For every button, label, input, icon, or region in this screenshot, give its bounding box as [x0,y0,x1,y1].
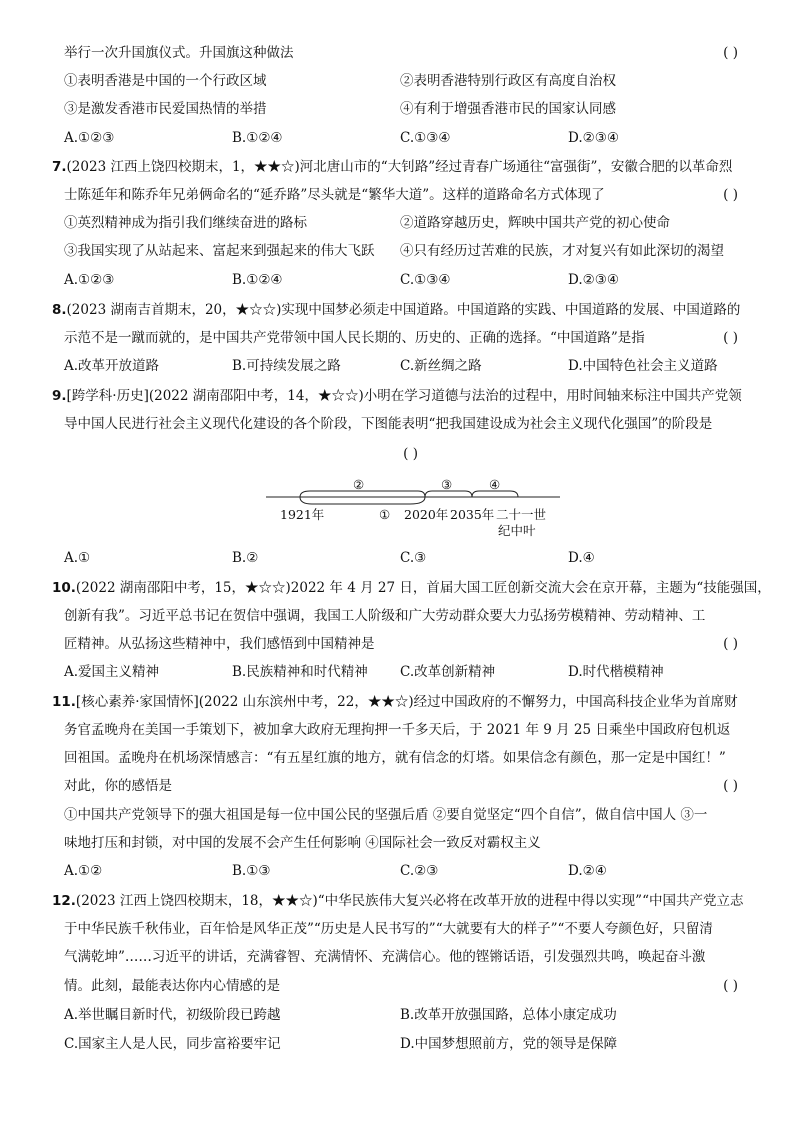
q6-statement-3: ③是激发香港市民爱国热情的举措 [64,101,267,117]
q10-option-b[interactable]: B.民族精神和时代精神 [232,664,368,680]
marker-3: ③ [441,477,453,492]
q10-stem-line-1 [52,578,771,598]
q8-option-c[interactable]: C.新丝绸之路 [400,358,482,374]
q6-option-b[interactable]: B.①②④ [232,130,283,146]
q10-option-d[interactable]: D.时代楷模精神 [568,664,664,680]
q10-stem-text-1: (2022 湖南邵阳中考，15，★☆☆)2022 年 4 月 27 日，首届大国工匠创新交流大会在京开幕，主题为“技能强国， [75,580,771,596]
q11-statements-line-2: 味地打压和封锁，对中国的发展不会产生任何影响 ④国际社会一致反对霸权主义 [64,835,541,851]
q11-stem-line-2: 务官孟晚舟在美国一手策划下，被加拿大政府无理拘押一千多天后，于 2021 年 9 月 25 日乘坐中国政府包机返 [64,722,731,738]
q11-option-c[interactable]: C.②③ [400,863,439,879]
year-1921: 1921年 [280,507,325,522]
q7-option-c[interactable]: C.①③④ [400,272,451,288]
q11-answer-paren: ( ) [723,778,738,794]
q6-stem-line-1: 举行一次升国旗仪式。升国旗这种做法 [64,45,294,61]
q7-option-b[interactable]: B.①②④ [232,272,283,288]
q9-option-a[interactable]: A.① [64,550,91,566]
marker-2: ② [353,477,365,492]
year-2035: 2035年 [450,507,495,522]
q9-stem-text-1: [跨学科·历史](2022 湖南邵阳中考，14，★☆☆)小明在学习道德与法治的过程中，用时间轴来标注中国共产党领 [66,388,742,404]
q7-stem-line-2: 士陈延年和陈乔年兄弟俩命名的“延乔路”尽头就是“繁华大道”。这样的道路命名方式体现了 [64,187,605,203]
q6-option-c[interactable]: C.①③④ [400,130,451,146]
q9-option-d[interactable]: D.④ [568,550,595,566]
q8-stem-line-1 [52,300,740,320]
q10-stem-line-2: 创新有我”。习近平总书记在贺信中强调，我国工人阶级和广大劳动群众要大力弘扬劳模精神、劳动精神、工 [64,608,706,624]
q12-stem-line-2: 于中华民族千秋伟业，百年恰是风华正茂”“历史是人民书写的”“大就要有大的样子”“不要人夸颜色好，只留清 [64,921,713,937]
q12-option-a[interactable]: A.举世瞩目新时代，初级阶段已跨越 [64,1007,281,1023]
q6-answer-paren: ( ) [723,45,738,61]
q7-statement-3: ③我国实现了从站起来、富起来到强起来的伟大飞跃 [64,243,375,259]
q12-stem-line-3: 气满乾坤”……习近平的讲话，充满睿智、充满情怀、充满信心。他的铿锵话语，引发强烈共鸣，唤起奋斗激 [64,949,706,965]
q9-answer-paren: ( ) [403,446,418,462]
q9-option-b[interactable]: B.② [232,550,259,566]
marker-4: ④ [489,477,501,492]
q11-stem-line-1 [52,692,738,712]
q12-option-b[interactable]: B.改革开放强国路，总体小康定成功 [400,1007,617,1023]
q6-statement-4: ④有利于增强香港市民的国家认同感 [400,101,616,117]
q6-option-a[interactable]: A.①②③ [64,130,115,146]
q7-statement-1: ①英烈精神成为指引我们继续奋进的路标 [64,215,307,231]
q7-stem-text-1: (2023 江西上饶四校期末，1，★★☆)河北唐山市的“大钊路”经过青春广场通往“富强街”，安徽合肥的以革命烈 [66,159,733,175]
q6-option-d[interactable]: D.②③④ [568,130,619,146]
q8-option-b[interactable]: B.可持续发展之路 [232,358,341,374]
q8-number: 8. [52,302,67,318]
q12-answer-paren: ( ) [723,978,738,994]
q12-stem-line-1 [52,891,744,911]
q10-answer-paren: ( ) [723,636,738,652]
q7-number: 7. [52,159,67,175]
q7-statement-4: ④只有经历过苦难的民族，才对复兴有如此深切的渴望 [400,243,724,259]
q6-statement-1: ①表明香港是中国的一个行政区域 [64,73,267,89]
q8-stem-line-2: 示范不是一蹴而就的，是中国共产党带领中国人民长期的、历史的、正确的选择。“中国道路”是指 [64,330,645,346]
q8-stem-text-1: (2023 湖南吉首期末，20，★☆☆)实现中国梦必须走中国道路。中国道路的实践、中国道路的发展、中国道路的 [66,302,741,318]
q11-number: 11. [52,694,76,710]
q10-option-c[interactable]: C.改革创新精神 [400,664,496,680]
q9-stem-line-1 [52,386,742,406]
q12-option-c[interactable]: C.国家主人是人民，同步富裕要牢记 [64,1036,281,1052]
q12-option-d[interactable]: D.中国梦想照前方，党的领导是保障 [400,1036,618,1052]
year-mid-century-line-1: 二十一世 [496,507,547,522]
year-2020: 2020年 [404,507,449,522]
year-mid-century-line-2: 纪中叶 [498,523,536,538]
q8-option-d[interactable]: D.中国特色社会主义道路 [568,358,718,374]
q12-stem-text-1: (2023 江西上饶四校期末，18，★★☆)“中华民族伟大复兴必将在改革开放的进程中得以实现”“中国共产党立志 [75,893,744,909]
q11-statements-line-1: ①中国共产党领导下的强大祖国是每一位中国公民的坚强后盾 ②要自觉坚定“四个自信”，做自信中国人 ③一 [64,807,708,823]
q10-stem-line-3: 匠精神。从弘扬这些精神中，我们感悟到中国精神是 [64,636,375,652]
q10-option-a[interactable]: A.爱国主义精神 [64,664,160,680]
marker-1: ① [379,507,391,522]
q11-option-a[interactable]: A.①② [64,863,103,879]
span-bracket-1 [300,497,425,504]
q7-stem-line-1 [52,157,732,177]
q11-stem-line-4: 对此，你的感悟是 [64,778,172,794]
q12-number: 12. [52,893,76,909]
q7-statement-2: ②道路穿越历史，辉映中国共产党的初心使命 [400,215,670,231]
q11-option-b[interactable]: B.①③ [232,863,271,879]
q7-option-a[interactable]: A.①②③ [64,272,115,288]
q10-number: 10. [52,580,76,596]
q11-stem-text-1: [核心素养·家国情怀](2022 山东滨州中考，22，★★☆)经过中国政府的不懈努力，中国高科技企业华为首席财 [75,694,738,710]
q9-option-c[interactable]: C.③ [400,550,427,566]
q8-option-a[interactable]: A.改革开放道路 [64,358,160,374]
q8-answer-paren: ( ) [723,330,738,346]
q7-answer-paren: ( ) [723,187,738,203]
q11-option-d[interactable]: D.②④ [568,863,607,879]
q9-number: 9. [52,388,67,404]
q11-stem-line-3: 回祖国。孟晚舟在机场深情感言：“有五星红旗的地方，就有信念的灯塔。如果信念有颜色，那一定是中国红！” [64,750,726,766]
q9-timeline-diagram [260,474,560,538]
q7-option-d[interactable]: D.②③④ [568,272,619,288]
q6-statement-2: ②表明香港特别行政区有高度自治权 [400,73,616,89]
q9-stem-line-2: 导中国人民进行社会主义现代化建设的各个阶段，下图能表明“把我国建设成为社会主义现代化强国”的阶段是 [64,416,713,432]
q12-stem-line-4: 情。此刻，最能表达你内心情感的是 [64,978,280,994]
